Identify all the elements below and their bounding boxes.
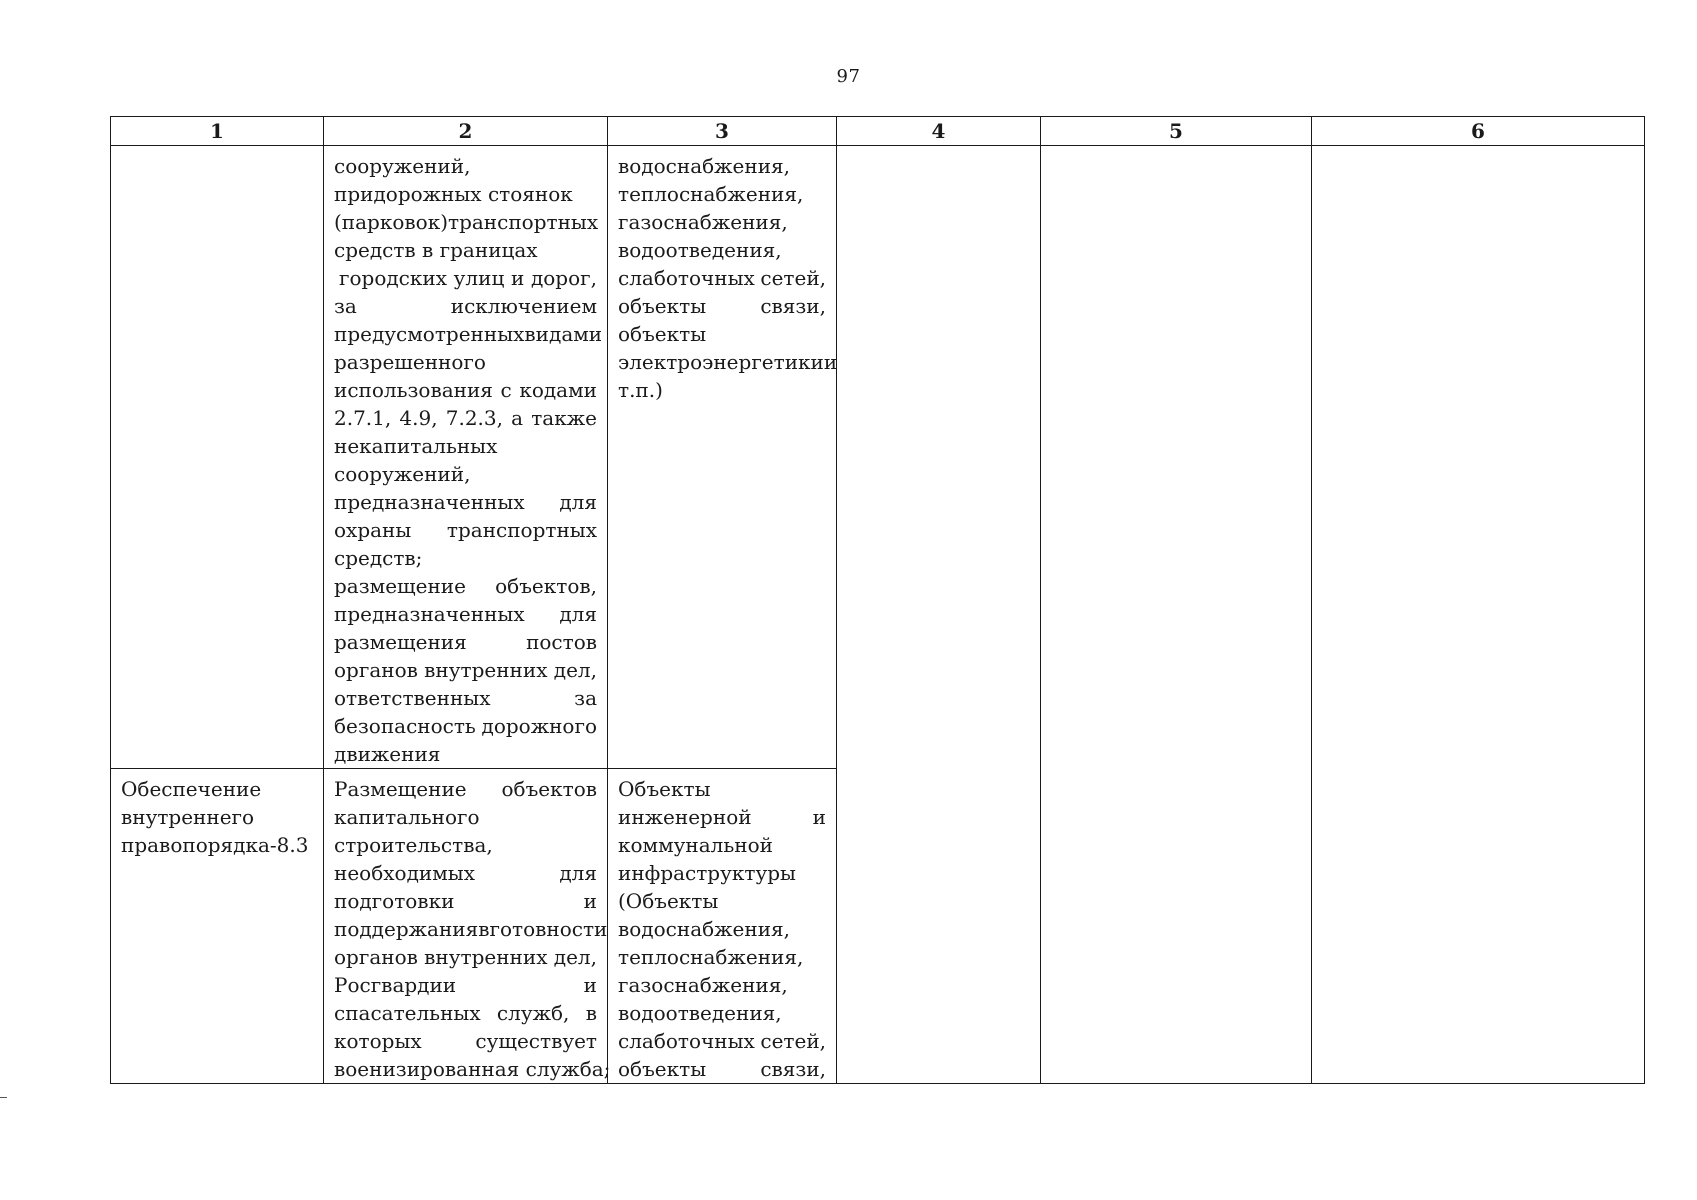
text-word: связи,: [760, 294, 826, 318]
text-line: [334, 887, 597, 915]
text-line: средств;: [334, 546, 423, 570]
text-line: водоотведения,: [618, 238, 782, 262]
text-line: строительства,: [334, 833, 493, 857]
text-line: инфраструктуры: [618, 861, 796, 885]
text-word: для: [559, 490, 597, 514]
text-word: и: [812, 805, 826, 829]
text-word: объектов,: [495, 574, 597, 598]
text-word: и: [583, 973, 597, 997]
text-line: сооружений,: [334, 462, 471, 486]
text-line: [334, 320, 603, 348]
text-word: дорог,: [530, 266, 597, 290]
text-word: за: [574, 686, 597, 710]
column-header-2: 2: [324, 117, 608, 146]
text-line: [334, 859, 597, 887]
page-number: 97: [836, 66, 861, 87]
land-use-type-cell: [111, 146, 324, 769]
text-word: существует: [475, 1029, 597, 1053]
text-word: дел,: [553, 945, 597, 969]
text-word: (парковок): [334, 210, 449, 234]
land-use-table: [110, 116, 1645, 1084]
text-word: электроэнергетики: [618, 350, 824, 374]
text-word: в: [585, 1001, 597, 1025]
text-word: а: [511, 406, 524, 430]
text-word: улиц: [453, 266, 505, 290]
text-word: с: [500, 378, 512, 402]
text-word: необходимых: [334, 861, 475, 885]
text-word: сетей,: [760, 266, 826, 290]
text-line: [334, 712, 597, 740]
text-line: [334, 999, 597, 1027]
text-word: сетей,: [760, 1029, 826, 1053]
text-line: [334, 600, 597, 628]
text-line: капитального: [334, 805, 480, 829]
land-use-type-text: [111, 769, 323, 859]
text-line: [334, 516, 597, 544]
text-word: внутренних: [424, 945, 548, 969]
text-line: Обеспечение: [121, 777, 262, 801]
text-line: правопорядка-8.3: [121, 833, 309, 857]
column-5-cell: [1041, 146, 1312, 1084]
text-word: охраны: [334, 518, 412, 542]
text-word: предназначенных: [334, 602, 525, 626]
text-line: сооружений,: [334, 154, 471, 178]
text-word: подготовки: [334, 889, 455, 913]
text-word: инженерной: [618, 805, 752, 829]
column-4-cell: [837, 146, 1041, 1084]
text-line: коммунальной: [618, 833, 773, 857]
text-word: и: [823, 350, 838, 374]
column-header-3: 3: [608, 117, 837, 146]
objects-description-cell: [608, 146, 837, 769]
text-word: транспортных: [446, 518, 597, 542]
text-line: [334, 915, 608, 943]
text-line: военизированная служба;: [334, 1057, 611, 1081]
text-line: Объекты: [618, 777, 711, 801]
text-line: (Объекты: [618, 889, 719, 913]
text-line: средств в границах: [334, 238, 538, 262]
text-word: видами: [524, 322, 603, 346]
text-word: в: [478, 917, 490, 941]
text-word: использования: [334, 378, 493, 402]
objects-description-text: [608, 769, 836, 1083]
text-word: предусмотренных: [334, 322, 525, 346]
text-word: слаботочных: [618, 1029, 755, 1053]
text-line: теплоснабжения,: [618, 945, 804, 969]
text-line: [618, 348, 838, 376]
text-word: 4.9,: [399, 406, 438, 430]
text-word: объектов: [501, 777, 597, 801]
text-word: слаботочных: [618, 266, 755, 290]
text-line: теплоснабжения,: [618, 182, 804, 206]
objects-description-cell: [608, 769, 837, 1084]
permitted-use-description-cell: [324, 769, 611, 1084]
text-line: [334, 376, 597, 404]
text-line: придорожных стоянок: [334, 182, 573, 206]
column-header-4: 4: [837, 117, 1041, 146]
text-word: кодами: [519, 378, 597, 402]
column-6-cell: [1312, 146, 1645, 1084]
text-line: т.п.): [618, 378, 663, 402]
column-header-6: 6: [1312, 117, 1645, 146]
text-line: водоснабжения,: [618, 917, 791, 941]
text-line: [334, 656, 597, 684]
text-word: внутренних: [424, 658, 548, 682]
text-word: объекты: [618, 1057, 707, 1081]
text-word: ответственных: [334, 686, 491, 710]
text-word: служб,: [496, 1001, 570, 1025]
text-word: размещения: [334, 630, 467, 654]
text-word: 7.2.3,: [445, 406, 503, 430]
text-line: разрешенного: [334, 350, 486, 374]
text-line: [334, 775, 597, 803]
permitted-use-description-text: [324, 769, 611, 1083]
text-word: и: [510, 266, 525, 290]
text-word: предназначенных: [334, 490, 525, 514]
text-word: и: [583, 889, 597, 913]
text-line: водоснабжения,: [618, 154, 791, 178]
text-word: поддержания: [334, 917, 479, 941]
text-word: городских: [339, 266, 447, 290]
text-line: [334, 404, 597, 432]
text-line: газоснабжения,: [618, 973, 788, 997]
text-word: транспортных: [448, 210, 599, 234]
text-word: объекты: [618, 294, 707, 318]
text-line: движения: [334, 742, 441, 766]
land-use-type-cell: [111, 769, 324, 1084]
text-line: [618, 292, 826, 320]
text-line: [618, 264, 826, 292]
text-word: Размещение: [334, 777, 467, 801]
text-word: связи,: [760, 1057, 826, 1081]
text-word: исключением: [450, 294, 597, 318]
text-word: за: [334, 294, 357, 318]
permitted-use-description-text: [324, 146, 607, 768]
objects-description-text: [608, 146, 836, 404]
text-word: постов: [526, 630, 597, 654]
text-line: [334, 572, 597, 600]
text-word: органов: [334, 658, 418, 682]
scan-edge-mark: [0, 1097, 7, 1098]
text-word: готовности: [489, 917, 608, 941]
text-line: [334, 1027, 597, 1055]
text-line: [334, 208, 597, 236]
text-word: размещение: [334, 574, 466, 598]
text-word: дел,: [553, 658, 597, 682]
text-word: также: [531, 406, 597, 430]
text-word: органов: [334, 945, 418, 969]
text-word: 2.7.1,: [334, 406, 392, 430]
text-word: дорожного: [481, 714, 597, 738]
text-line: некапитальных: [334, 434, 498, 458]
text-line: внутреннего: [121, 805, 255, 829]
text-line: [334, 684, 597, 712]
text-word: которых: [334, 1029, 422, 1053]
text-line: [618, 1055, 826, 1083]
text-line: [618, 1027, 826, 1055]
text-word: для: [559, 602, 597, 626]
text-line: [334, 971, 597, 999]
text-line: [334, 628, 597, 656]
text-word: для: [559, 861, 597, 885]
text-line: [334, 488, 597, 516]
table-header-row: [111, 117, 1645, 146]
column-header-1: 1: [111, 117, 324, 146]
text-line: [334, 264, 597, 292]
text-line: [334, 292, 597, 320]
text-line: объекты: [618, 322, 707, 346]
text-line: [618, 803, 826, 831]
text-line: газоснабжения,: [618, 210, 788, 234]
text-word: Росгвардии: [334, 973, 457, 997]
text-word: спасательных: [334, 1001, 481, 1025]
text-line: [334, 943, 597, 971]
land-use-type-text: [111, 146, 323, 152]
text-word: безопасность: [334, 714, 476, 738]
text-line: водоотведения,: [618, 1001, 782, 1025]
table-row: [111, 146, 1645, 769]
permitted-use-description-cell: [324, 146, 608, 769]
column-header-5: 5: [1041, 117, 1312, 146]
